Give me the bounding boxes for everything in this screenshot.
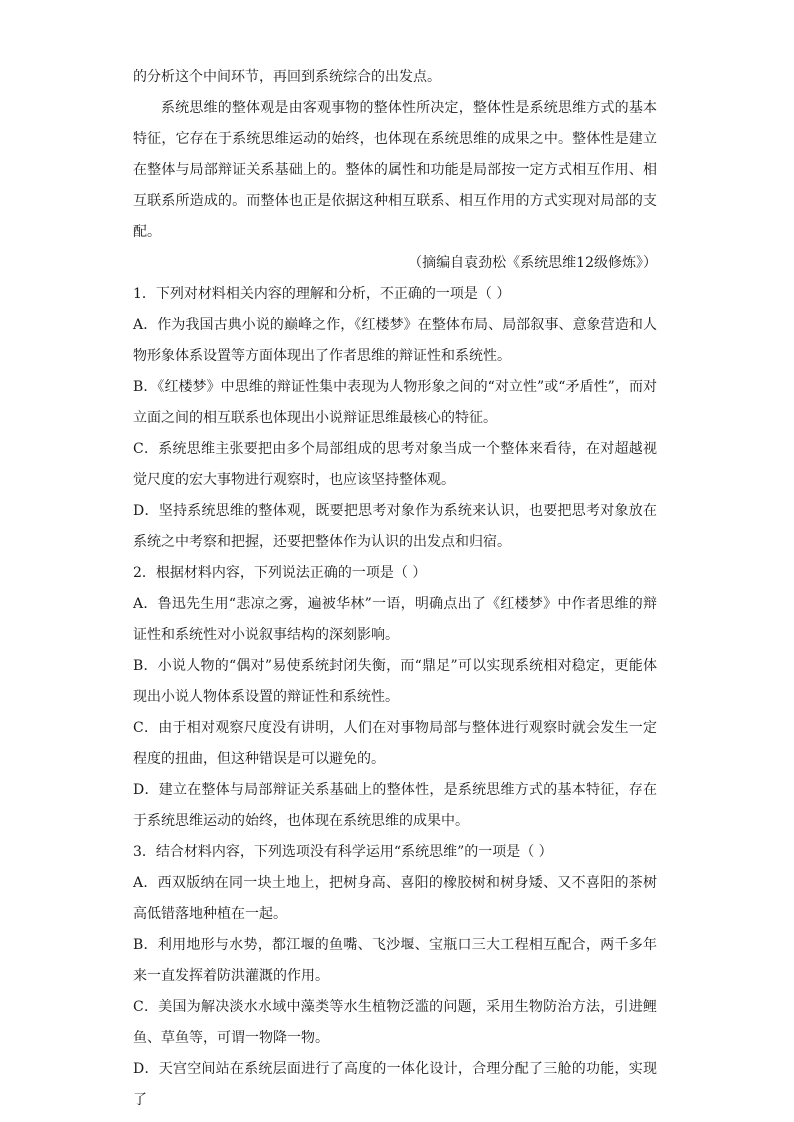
option-d: D．建立在整体与局部辩证关系基础上的整体性，是系统思维方式的基本特征，存在于系统思维运动的始终，也体现在系统思维的成果中。	[133, 782, 657, 829]
question-stem: 1．下列对材料相关内容的理解和分析，不正确的一项是（ ）	[133, 286, 511, 302]
passage-continuation: 的分析这个中间环节，再回到系统综合的出发点。	[133, 69, 441, 85]
question-1	[133, 279, 657, 558]
option-b: B．利用地形与水势，都江堰的鱼嘴、飞沙堰、宝瓶口三大工程相互配合，两千多年来一直发挥着防洪灌溉的作用。	[133, 937, 657, 984]
question-2	[133, 558, 657, 837]
option-c: C．系统思维主张要把由多个局部组成的思考对象当成一个整体来看待，在对超越视觉尺度的宏大事物进行观察时，也应该坚持整体观。	[133, 441, 657, 488]
option-b: B．《红楼梦》中思维的辩证性集中表现为人物形象之间的“对立性”或“矛盾性”，而对立面之间的相互联系也体现出小说辩证思维最核心的特征。	[133, 379, 657, 426]
option-a: A．西双版纳在同一块土地上，把树身高、喜阳的橡胶树和树身矮、又不喜阳的茶树高低错落地种植在一起。	[133, 875, 657, 922]
option-a: A．作为我国古典小说的巅峰之作，《红楼梦》在整体布局、局部叙事、意象营造和人物形象体系设置等方面体现出了作者思维的辩证性和系统性。	[133, 317, 657, 364]
option-d: D．天宫空间站在系统层面进行了高度的一体化设计，合理分配了三舱的功能，实现了	[133, 1061, 657, 1108]
passage-source: （摘编自袁劲松《系统思维12级修炼》）	[408, 255, 657, 271]
option-b: B．小说人物的“偶对”易使系统封闭失衡，而“鼎足”可以实现系统相对稳定，更能体现出小说人物体系设置的辩证性和系统性。	[133, 658, 657, 705]
page-content	[133, 62, 657, 1116]
option-c: C．美国为解决淡水水域中藻类等水生植物泛滥的问题，采用生物防治方法，引进鲤鱼、草鱼等，可谓一物降一物。	[133, 999, 657, 1046]
option-a: A．鲁迅先生用“悲凉之雾，遍被华林”一语，明确点出了《红楼梦》中作者思维的辩证性和系统性对小说叙事结构的深刻影响。	[133, 596, 657, 643]
question-3	[133, 837, 657, 1116]
question-stem: 3．结合材料内容，下列选项没有科学运用“系统思维”的一项是（ ）	[133, 844, 553, 860]
option-c: C．由于相对观察尺度没有讲明，人们在对事物局部与整体进行观察时就会发生一定程度的扭曲，但这种错误是可以避免的。	[133, 720, 657, 767]
option-d: D．坚持系统思维的整体观，既要把思考对象作为系统来认识，也要把思考对象放在系统之中考察和把握，还要把整体作为认识的出发点和归宿。	[133, 503, 657, 550]
passage-paragraph: 系统思维的整体观是由客观事物的整体性所决定，整体性是系统思维方式的基本特征，它存在于系统思维运动的始终，也体现在系统思维的成果之中。整体性是建立在整体与局部辩证关系基础上的。整体的属性和功能是局部按一定方式相互作用、相互联系所造成的。而整体也正是依据这种相互联系、相互作用的方式实现对局部的支配。	[133, 100, 657, 240]
question-stem: 2．根据材料内容，下列说法正确的一项是（ ）	[133, 565, 427, 581]
